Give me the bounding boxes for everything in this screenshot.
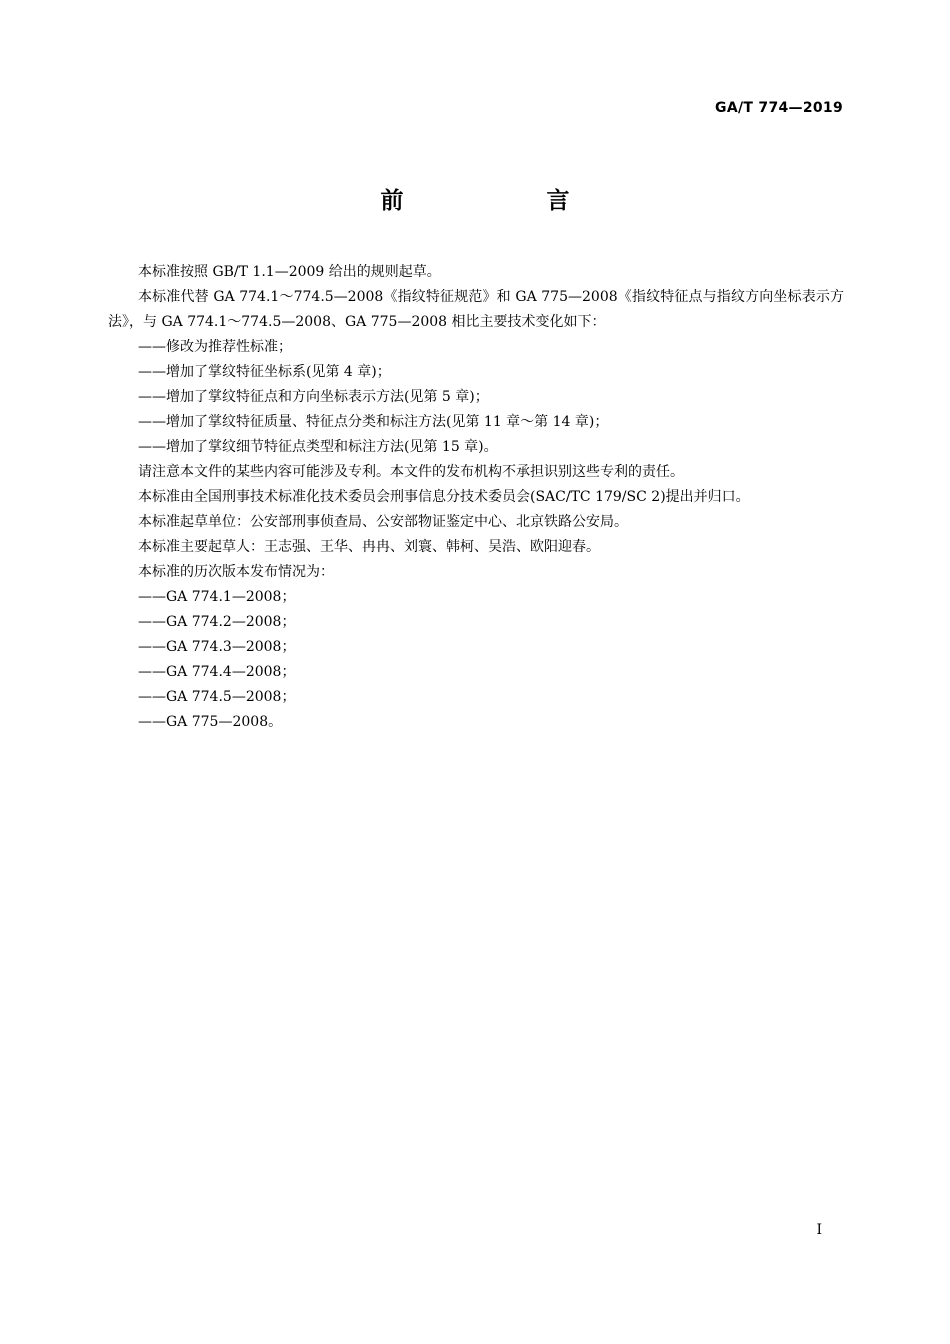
list-item-change: ——修改为推荐性标准； <box>138 339 292 355</box>
paragraph-drafting-rule: 本标准按照 GB/T 1.1—2009 给出的规则起草。 <box>138 264 441 280</box>
list-item-version: ——GA 775—2008。 <box>138 714 283 730</box>
list-item-change: ——增加了掌纹细节特征点类型和标注方法(见第 15 章)。 <box>138 439 498 455</box>
paragraph-proposer: 本标准由全国刑事技术标准化技术委员会刑事信息分技术委员会(SAC/TC 179/SC 2)提出并归口。 <box>138 489 750 505</box>
document-code: GA/T 774—2019 <box>715 100 843 116</box>
page-title: 前 言 <box>380 188 630 214</box>
list-item-version: ——GA 774.5—2008； <box>138 689 296 705</box>
list-item-change: ——增加了掌纹特征点和方向坐标表示方法(见第 5 章)； <box>138 389 489 405</box>
page-number: I <box>816 1222 822 1238</box>
paragraph-replacement: 本标准代替 GA 774.1～774.5—2008《指纹特征规范》和 GA 775—2008《指纹特征点与指纹方向坐标表示方法》，与 GA 774.1～774.5—2008、GA 775—2008 相比主要技术变化如下： <box>108 289 844 330</box>
list-item-version: ——GA 774.4—2008； <box>138 664 296 680</box>
list-item-version: ——GA 774.2—2008； <box>138 614 296 630</box>
foreword-body <box>108 260 844 735</box>
list-item-change: ——增加了掌纹特征质量、特征点分类和标注方法(见第 11 章～第 14 章)； <box>138 414 609 430</box>
list-item-version: ——GA 774.3—2008； <box>138 639 296 655</box>
paragraph-drafting-units: 本标准起草单位：公安部刑事侦查局、公安部物证鉴定中心、北京铁路公安局。 <box>138 514 628 530</box>
list-item-version: ——GA 774.1—2008； <box>138 589 296 605</box>
paragraph-drafters: 本标准主要起草人：王志强、王华、冉冉、刘寰、韩柯、吴浩、欧阳迎春。 <box>138 539 600 555</box>
paragraph-patent-notice: 请注意本文件的某些内容可能涉及专利。本文件的发布机构不承担识别这些专利的责任。 <box>138 464 684 480</box>
list-item-change: ——增加了掌纹特征坐标系(见第 4 章)； <box>138 364 391 380</box>
paragraph-version-history: 本标准的历次版本发布情况为： <box>138 564 334 580</box>
